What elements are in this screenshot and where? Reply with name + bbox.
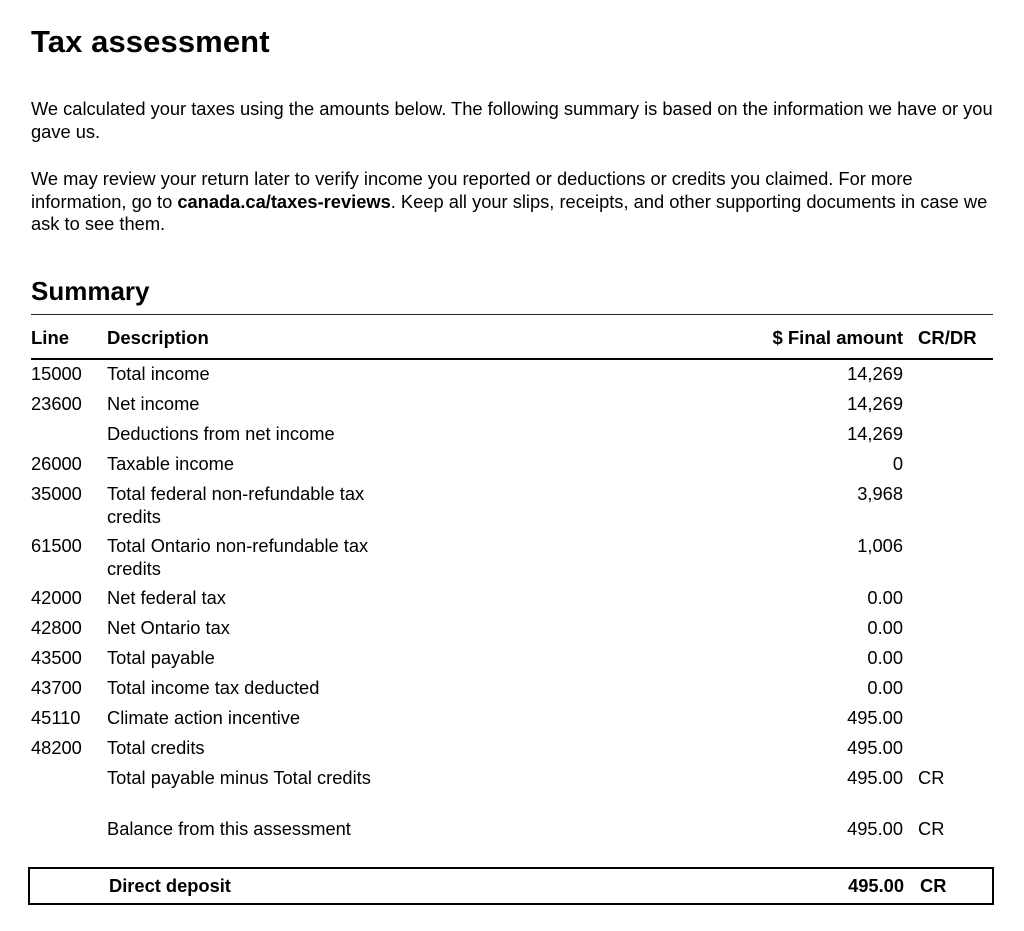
row-amount: 14,269: [847, 393, 903, 414]
row-line-number: 42800: [31, 617, 82, 638]
row-description: Total income tax deducted: [107, 677, 320, 698]
row-amount: 1,006: [857, 535, 903, 556]
total-description: Direct deposit: [109, 875, 231, 896]
row-description: Total federal non-refundable tax credits: [107, 483, 365, 527]
row-description: Total payable minus Total credits: [107, 767, 371, 788]
row-amount: 14,269: [847, 363, 903, 384]
row-description: Net income: [107, 393, 200, 414]
header-bottom-rule: [31, 358, 993, 360]
table-row: [31, 818, 993, 841]
row-line-number: 43700: [31, 677, 82, 698]
row-description: Total credits: [107, 737, 205, 758]
row-line-number: 26000: [31, 453, 82, 474]
row-amount: 3,968: [857, 483, 903, 504]
table-row: [31, 737, 993, 760]
intro-paragraph-1: We calculated your taxes using the amounts below. The following summary is based on the information we have or you gave us.: [31, 98, 993, 142]
table-row: [31, 707, 993, 730]
table-row: [31, 617, 993, 640]
row-crdr: CR: [918, 818, 945, 839]
row-amount: 495.00: [847, 737, 903, 758]
column-header-amount: $ Final amount: [772, 327, 903, 348]
table-row: [31, 483, 993, 528]
table-row: [31, 767, 993, 790]
table-row: [31, 393, 993, 416]
row-line-number: 43500: [31, 647, 82, 668]
summary-top-rule: [31, 314, 993, 315]
row-line-number: 23600: [31, 393, 82, 414]
table-row: [31, 535, 993, 580]
row-amount: 0.00: [867, 587, 903, 608]
page-title: Tax assessment: [31, 24, 270, 59]
row-line-number: 45110: [31, 707, 81, 728]
row-description: Deductions from net income: [107, 423, 335, 444]
row-amount: 495.00: [847, 767, 903, 788]
summary-heading: Summary: [31, 276, 150, 306]
column-header-description: Description: [107, 327, 209, 348]
row-description: Taxable income: [107, 453, 235, 474]
intro-paragraph-2: [31, 168, 996, 236]
total-crdr: CR: [920, 875, 947, 896]
table-row: [31, 423, 993, 446]
row-description: Net federal tax: [107, 587, 226, 608]
total-amount: 495.00: [848, 875, 904, 896]
row-amount: 0.00: [867, 647, 903, 668]
row-description: Balance from this assessment: [107, 818, 351, 839]
row-description: Total Ontario non-refundable tax credits: [107, 535, 369, 579]
row-description: Total payable: [107, 647, 215, 668]
row-description: Net Ontario tax: [107, 617, 230, 638]
reviews-link[interactable]: canada.ca/taxes-reviews: [177, 190, 391, 212]
row-line-number: 42000: [31, 587, 82, 608]
row-line-number: 35000: [31, 483, 82, 504]
intro-p2-after: . Keep all your slips, receipts, and other supporting documents in case we ask to see them.: [31, 190, 988, 234]
row-description: Climate action incentive: [107, 707, 301, 728]
column-header-crdr: CR/DR: [918, 327, 977, 348]
table-row: [31, 453, 993, 476]
direct-deposit-row: [28, 867, 994, 905]
intro-p2-before: We may review your return later to verify income you reported or deductions or credits you claimed. For more information, go to: [31, 168, 913, 212]
row-line-number: 15000: [31, 363, 82, 384]
row-amount: 0.00: [867, 677, 903, 698]
row-line-number: 61500: [31, 535, 82, 556]
table-row: [31, 587, 993, 610]
row-crdr: CR: [918, 767, 945, 788]
row-line-number: 48200: [31, 737, 82, 758]
row-amount: 495.00: [847, 707, 903, 728]
column-header-line: Line: [31, 327, 70, 348]
row-amount: 14,269: [847, 423, 903, 444]
row-description: Total income: [107, 363, 210, 384]
row-amount: 495.00: [847, 818, 903, 839]
table-row: [31, 677, 993, 700]
table-row: [31, 647, 993, 670]
table-row: [31, 363, 993, 386]
row-amount: 0.00: [867, 617, 903, 638]
row-amount: 0: [892, 453, 903, 474]
